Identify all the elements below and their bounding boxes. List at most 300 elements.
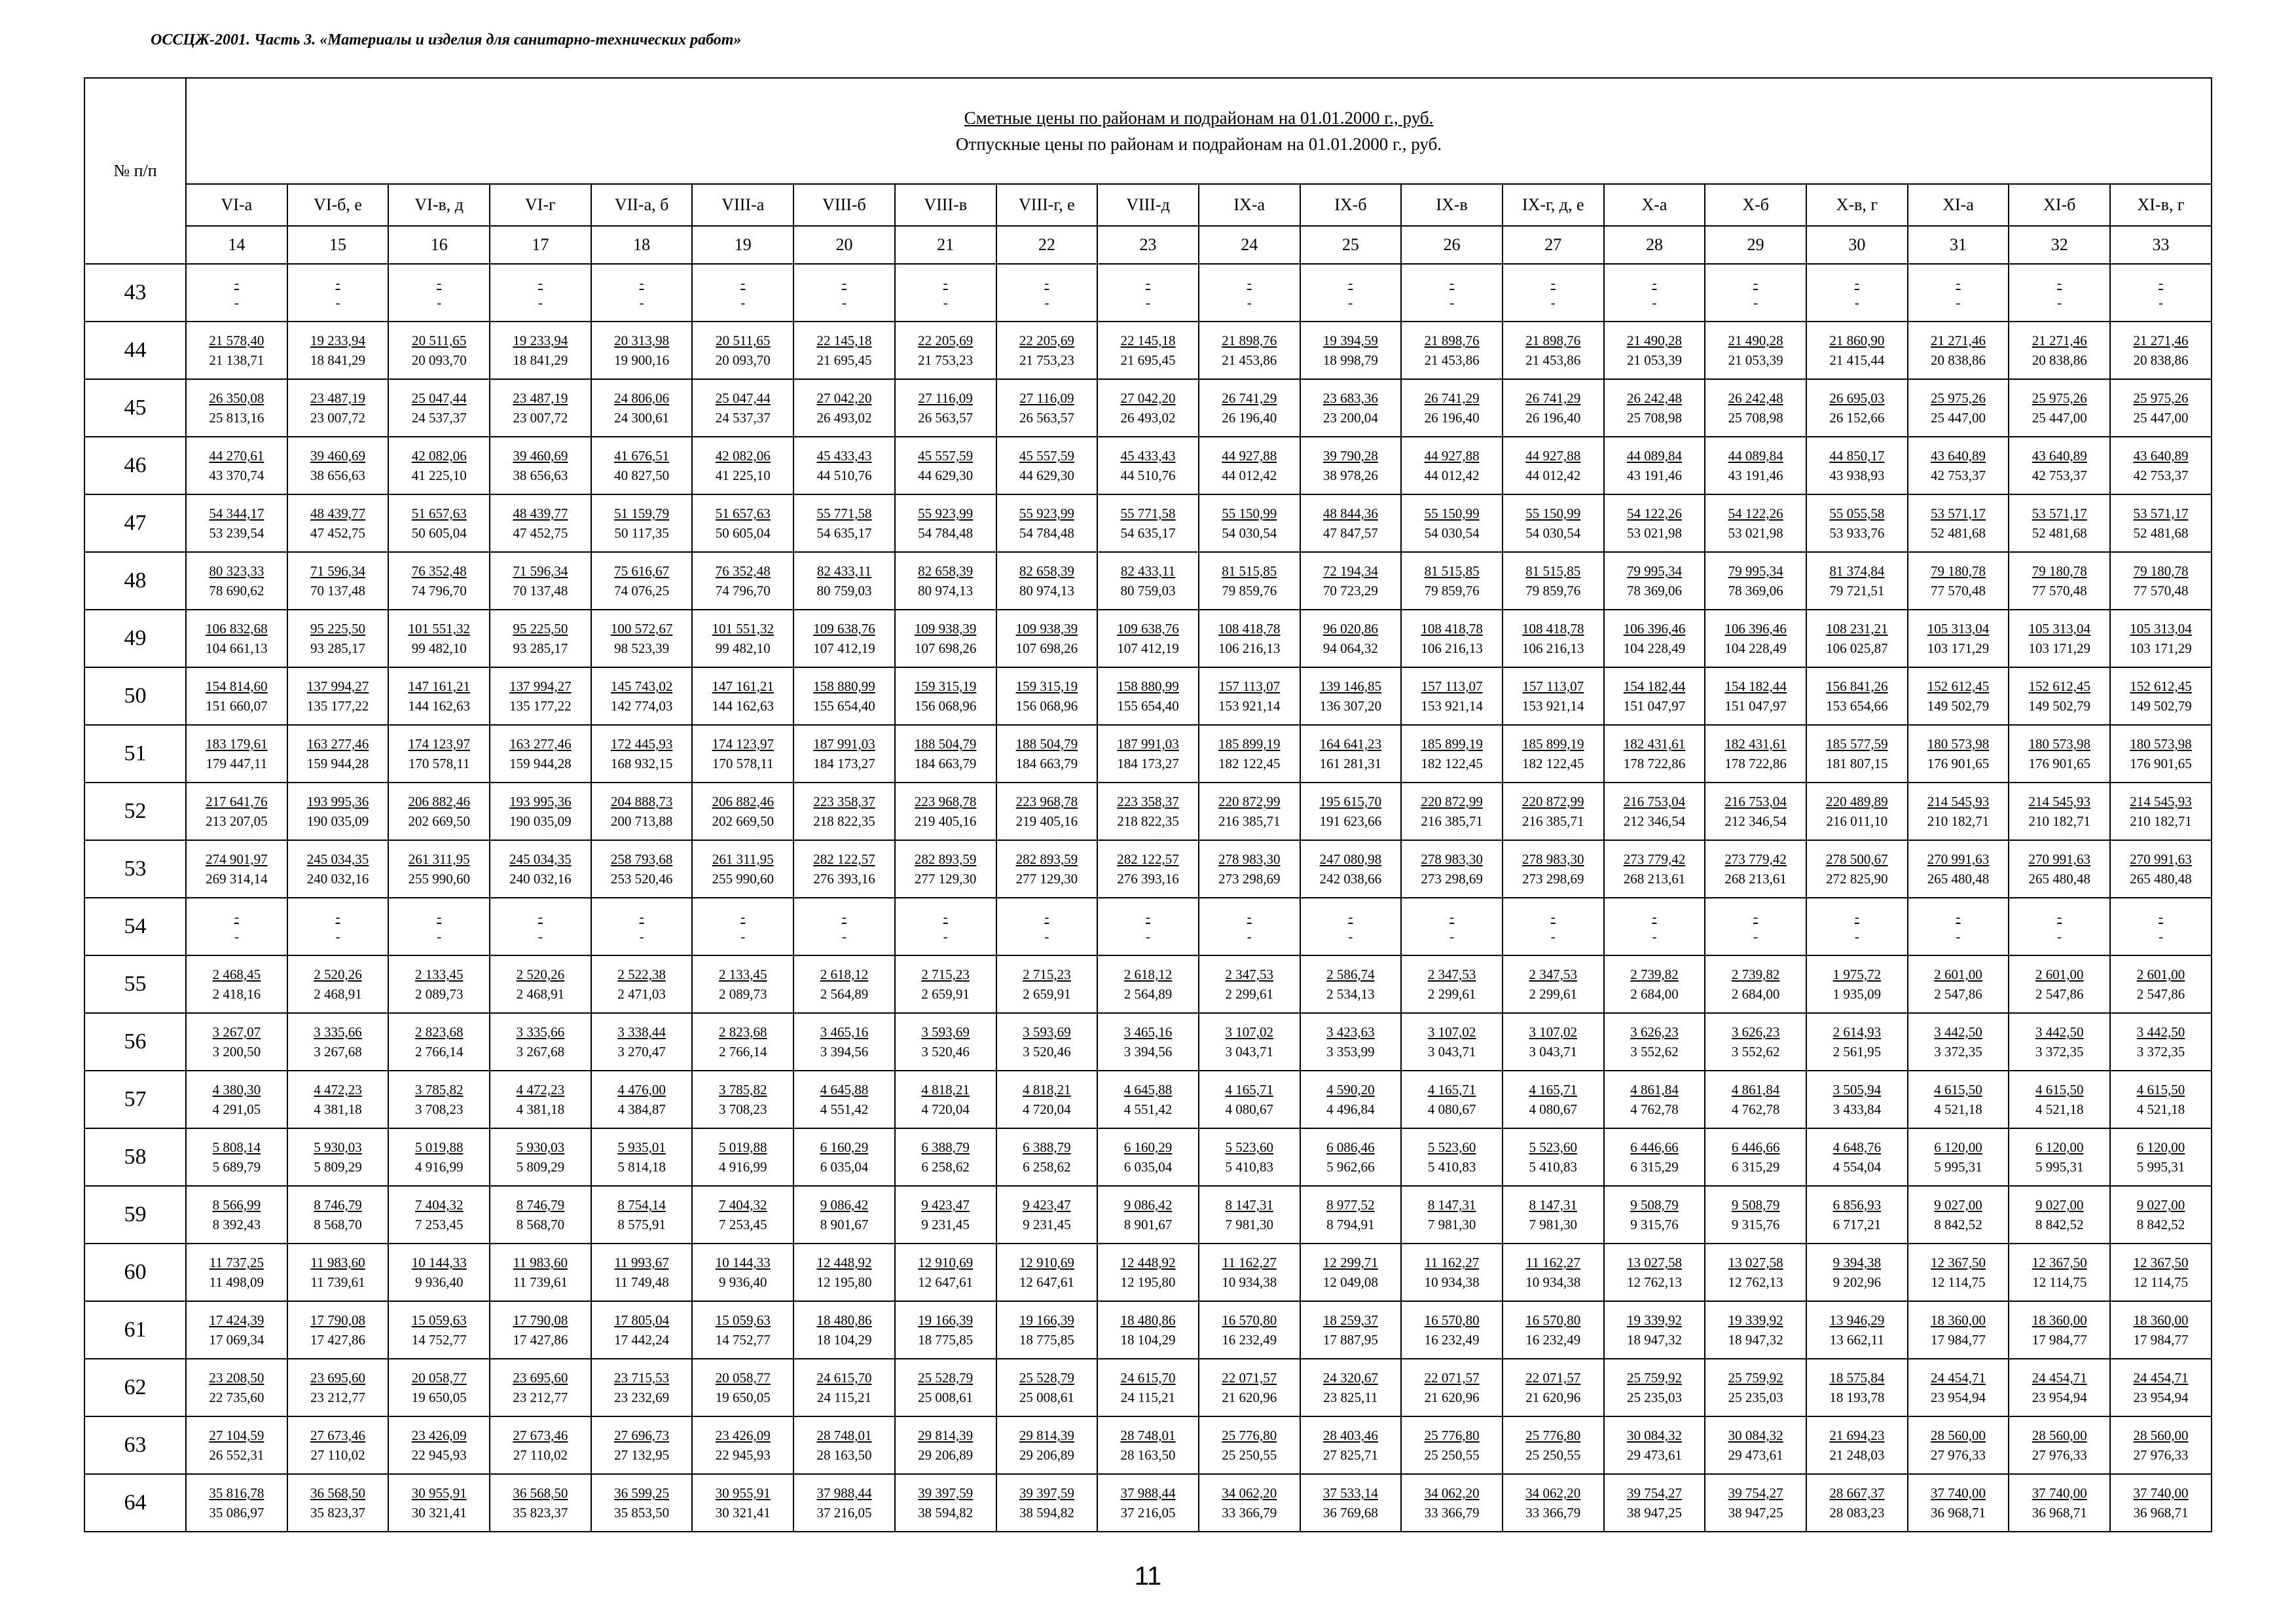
price-cell	[996, 898, 1098, 955]
estimate-price: 19 166,39	[918, 1312, 974, 1328]
release-price: 21 053,39	[1626, 352, 1682, 368]
price-cell	[186, 1359, 287, 1416]
release-price: 216 011,10	[1826, 813, 1888, 829]
release-price: 26 563,57	[1019, 410, 1074, 426]
release-price: 212 346,54	[1724, 813, 1787, 829]
estimate-price: -	[1146, 909, 1151, 925]
release-price: 182 122,45	[1522, 756, 1584, 771]
price-cell	[591, 1244, 693, 1301]
estimate-price: -	[538, 909, 543, 925]
release-price: 20 838,86	[2133, 352, 2189, 368]
release-price: 24 537,37	[411, 410, 467, 426]
release-price: 27 976,33	[2032, 1447, 2087, 1463]
estimate-price: 12 448,92	[1120, 1255, 1176, 1270]
estimate-price: 48 439,77	[513, 506, 568, 521]
price-cell	[490, 322, 591, 379]
price-cell	[287, 1244, 389, 1301]
price-cell	[1908, 1013, 2009, 1071]
price-cell	[996, 494, 1098, 552]
price-cell	[1705, 840, 1806, 898]
price-cell	[388, 1244, 490, 1301]
estimate-price: 22 145,18	[816, 333, 872, 348]
estimate-price: -	[335, 909, 340, 925]
column-number: 31	[1908, 226, 2009, 264]
price-cell	[186, 1128, 287, 1186]
release-price: 8 568,70	[314, 1217, 362, 1232]
estimate-price: 12 910,69	[918, 1255, 974, 1270]
price-cell	[287, 1186, 389, 1244]
estimate-price: 55 771,58	[816, 506, 872, 521]
price-cell	[895, 264, 996, 322]
estimate-price: 3 423,63	[1326, 1024, 1375, 1040]
estimate-price: 17 805,04	[614, 1312, 670, 1328]
release-price: 103 171,29	[2130, 640, 2192, 656]
release-price: 3 043,71	[1529, 1044, 1578, 1060]
estimate-price: 214 545,93	[1927, 794, 1990, 809]
release-price: 168 932,15	[610, 756, 673, 771]
price-cell	[1806, 1071, 1908, 1128]
estimate-price: 37 988,44	[1120, 1485, 1176, 1501]
release-price: 7 981,30	[1427, 1217, 1476, 1232]
price-cell	[1097, 437, 1199, 494]
estimate-price: 109 938,39	[1015, 621, 1078, 637]
price-cell	[388, 725, 490, 783]
estimate-price: 5 930,03	[516, 1139, 565, 1155]
release-price: 24 115,21	[1120, 1390, 1176, 1405]
release-price: 3 552,62	[1630, 1044, 1679, 1060]
estimate-price: 21 578,40	[209, 333, 264, 348]
title-line-estimate: Сметные цены по районам и подрайонам на 01.01.2000 г., руб.	[964, 108, 1434, 128]
estimate-price: 274 901,97	[206, 851, 268, 867]
row-number: 59	[84, 1186, 186, 1244]
price-cell	[692, 322, 793, 379]
estimate-price: 11 162,27	[1222, 1255, 1277, 1270]
row-number: 61	[84, 1301, 186, 1359]
price-cell	[2110, 955, 2212, 1013]
price-cell	[1097, 379, 1199, 437]
release-price: 107 412,19	[1117, 640, 1179, 656]
release-price: 78 690,62	[209, 583, 264, 599]
row-number: 48	[84, 552, 186, 610]
estimate-price: 3 465,16	[820, 1024, 869, 1040]
estimate-price: 105 313,04	[2028, 621, 2090, 637]
release-price: -	[2057, 929, 2062, 944]
estimate-price: -	[2159, 275, 2164, 291]
estimate-price: 5 808,14	[212, 1139, 261, 1155]
district-header: XI-б	[2009, 184, 2110, 226]
release-price: -	[234, 295, 239, 310]
release-price: 277 129,30	[1015, 871, 1078, 887]
release-price: -	[335, 295, 340, 310]
release-price: 5 995,31	[2136, 1159, 2185, 1175]
estimate-price: 36 568,50	[310, 1485, 366, 1501]
price-cell	[186, 898, 287, 955]
price-cell	[1908, 955, 2009, 1013]
release-price: 3 043,71	[1427, 1044, 1476, 1060]
release-price: 25 008,61	[918, 1390, 974, 1405]
price-cell	[287, 1416, 389, 1474]
column-number: 25	[1300, 226, 1402, 264]
table-row	[84, 783, 2212, 840]
release-price: 212 346,54	[1623, 813, 1686, 829]
release-price: 93 285,17	[513, 640, 568, 656]
estimate-price: 9 423,47	[1023, 1197, 1071, 1213]
release-price: 18 947,32	[1728, 1332, 1783, 1348]
estimate-price: 3 785,82	[414, 1082, 464, 1098]
estimate-price: 37 988,44	[816, 1485, 872, 1501]
release-price: 135 177,22	[306, 698, 369, 714]
estimate-price: -	[1044, 275, 1049, 291]
price-cell	[996, 1186, 1098, 1244]
release-price: 21 453,86	[1424, 352, 1480, 368]
price-cell	[186, 264, 287, 322]
estimate-price: 147 161,21	[408, 678, 470, 694]
release-price: 74 796,70	[411, 583, 467, 599]
price-cell	[1401, 379, 1503, 437]
price-cell	[1806, 1186, 1908, 1244]
estimate-price: 96 020,86	[1322, 621, 1378, 637]
estimate-price: 26 741,29	[1525, 390, 1581, 406]
release-price: -	[1449, 929, 1455, 944]
district-header: XI-а	[1908, 184, 2009, 226]
release-price: 35 086,97	[209, 1505, 264, 1521]
release-price: 14 752,77	[715, 1332, 771, 1348]
estimate-price: 25 776,80	[1525, 1428, 1581, 1443]
price-cell	[1401, 667, 1503, 725]
release-price: 10 934,38	[1525, 1274, 1581, 1290]
estimate-price: 95 225,50	[310, 621, 366, 637]
release-price: 273 298,69	[1421, 871, 1483, 887]
estimate-price: 28 748,01	[816, 1428, 872, 1443]
estimate-price: 79 180,78	[1931, 563, 1986, 579]
release-price: 20 838,86	[1931, 352, 1986, 368]
estimate-price: 30 955,91	[715, 1485, 771, 1501]
estimate-price: 206 882,46	[408, 794, 470, 809]
price-cell	[1604, 667, 1705, 725]
estimate-price: 195 615,70	[1319, 794, 1382, 809]
price-cell	[2110, 437, 2212, 494]
district-header: IX-г, д, е	[1503, 184, 1604, 226]
district-header: VII-а, б	[591, 184, 693, 226]
release-price: 28 163,50	[1120, 1447, 1176, 1463]
estimate-price: 106 832,68	[206, 621, 268, 637]
price-cell	[1705, 725, 1806, 783]
price-cell	[388, 898, 490, 955]
estimate-price: 25 975,26	[2032, 390, 2087, 406]
release-price: 44 012,42	[1222, 468, 1277, 483]
price-cell	[1908, 1186, 2009, 1244]
release-price: 156 068,96	[1015, 698, 1078, 714]
release-price: -	[1956, 295, 1961, 310]
estimate-price: 21 860,90	[1829, 333, 1885, 348]
price-cell	[591, 667, 693, 725]
price-cell	[388, 1013, 490, 1071]
row-number: 44	[84, 322, 186, 379]
release-price: 135 177,22	[509, 698, 572, 714]
price-cell	[490, 1359, 591, 1416]
estimate-price: 39 460,69	[513, 448, 568, 464]
price-cell	[1908, 1244, 2009, 1301]
price-cell	[1806, 955, 1908, 1013]
release-price: 18 775,85	[918, 1332, 974, 1348]
release-price: 18 841,29	[513, 352, 568, 368]
release-price: -	[538, 295, 543, 310]
estimate-price: 12 367,50	[2032, 1255, 2087, 1270]
estimate-price: 5 019,88	[719, 1139, 767, 1155]
release-price: 2 468,91	[314, 986, 362, 1002]
release-price: 2 299,61	[1225, 986, 1273, 1002]
release-price: 4 496,84	[1326, 1101, 1375, 1117]
release-price: 9 936,40	[719, 1274, 767, 1290]
price-cell	[1401, 1186, 1503, 1244]
table-title	[186, 78, 2212, 184]
price-cell	[1503, 610, 1604, 667]
estimate-price: 82 658,39	[918, 563, 974, 579]
price-cell	[490, 610, 591, 667]
estimate-price: 261 311,95	[408, 851, 470, 867]
price-cell	[388, 494, 490, 552]
price-cell	[1806, 667, 1908, 725]
estimate-price: 3 442,50	[1934, 1024, 1982, 1040]
estimate-price: 156 841,26	[1826, 678, 1888, 694]
table-row	[84, 379, 2212, 437]
price-cell	[1705, 1186, 1806, 1244]
estimate-price: -	[234, 909, 239, 925]
price-cell	[2009, 1474, 2110, 1532]
estimate-price: 20 511,65	[716, 333, 771, 348]
price-cell	[1097, 1359, 1199, 1416]
price-cell	[692, 1128, 793, 1186]
price-cell	[895, 1244, 996, 1301]
estimate-price: 4 615,50	[2035, 1082, 2084, 1098]
estimate-price: 35 816,78	[209, 1485, 264, 1501]
release-price: 7 981,30	[1529, 1217, 1578, 1232]
release-price: 3 200,50	[212, 1044, 261, 1060]
estimate-price: 261 311,95	[712, 851, 774, 867]
estimate-price: 82 433,11	[1120, 563, 1176, 579]
estimate-price: 108 418,78	[1522, 621, 1584, 637]
price-cell	[490, 1244, 591, 1301]
release-price: 12 114,75	[1931, 1274, 1986, 1290]
estimate-price: 51 159,79	[614, 506, 670, 521]
price-cell	[490, 264, 591, 322]
release-price: 5 410,83	[1427, 1159, 1476, 1175]
release-price: 182 122,45	[1218, 756, 1281, 771]
release-price: 8 901,67	[1123, 1217, 1173, 1232]
estimate-price: -	[1550, 909, 1556, 925]
estimate-price: 45 433,43	[1120, 448, 1176, 464]
release-price: 25 447,00	[2032, 410, 2087, 426]
price-cell	[1503, 783, 1604, 840]
release-price: 2 418,16	[212, 986, 261, 1002]
estimate-price: 6 388,79	[1023, 1139, 1071, 1155]
release-price: 106 216,13	[1218, 640, 1281, 656]
price-cell	[1705, 667, 1806, 725]
price-cell	[895, 437, 996, 494]
release-price: 38 594,82	[918, 1505, 974, 1521]
estimate-price: 55 923,99	[918, 506, 974, 521]
release-price: 3 520,46	[1023, 1044, 1071, 1060]
column-number: 22	[996, 226, 1098, 264]
estimate-price: 157 113,07	[1522, 678, 1584, 694]
estimate-price: 24 454,71	[2133, 1370, 2189, 1386]
price-cell	[1097, 322, 1199, 379]
estimate-price: 55 150,99	[1424, 506, 1480, 521]
price-cell	[1300, 1301, 1402, 1359]
estimate-price: 10 144,33	[715, 1255, 771, 1270]
release-price: 2 547,86	[1934, 986, 1982, 1002]
price-cell	[1199, 1071, 1300, 1128]
estimate-price: 13 027,58	[1626, 1255, 1682, 1270]
estimate-price: 270 991,63	[1927, 851, 1990, 867]
estimate-price: 163 277,46	[306, 736, 369, 752]
estimate-price: 182 431,61	[1623, 736, 1686, 752]
price-cell	[2110, 610, 2212, 667]
estimate-price: 245 034,35	[306, 851, 369, 867]
release-price: -	[538, 929, 543, 944]
release-price: 17 442,24	[614, 1332, 670, 1348]
row-number: 56	[84, 1013, 186, 1071]
release-price: 16 232,49	[1424, 1332, 1480, 1348]
release-price: 265 480,48	[2130, 871, 2192, 887]
price-cell	[996, 725, 1098, 783]
price-cell	[1604, 1244, 1705, 1301]
price-cell	[287, 494, 389, 552]
price-cell	[1503, 1186, 1604, 1244]
release-price: 2 547,86	[2136, 986, 2185, 1002]
column-number: 28	[1604, 226, 1705, 264]
estimate-price: 39 754,27	[1728, 1485, 1783, 1501]
table-row	[84, 955, 2212, 1013]
release-price: 3 372,35	[2136, 1044, 2185, 1060]
release-price: 27 110,02	[310, 1447, 365, 1463]
release-price: 219 405,16	[1015, 813, 1078, 829]
estimate-price: 18 360,00	[2032, 1312, 2087, 1328]
release-price: 218 822,35	[1117, 813, 1179, 829]
estimate-price: 27 104,59	[209, 1428, 264, 1443]
estimate-price: 3 267,07	[212, 1024, 261, 1040]
release-price: 21 053,39	[1728, 352, 1783, 368]
release-price: 5 410,83	[1529, 1159, 1578, 1175]
price-cell	[1300, 437, 1402, 494]
estimate-price: 39 397,59	[918, 1485, 974, 1501]
estimate-price: -	[943, 275, 948, 291]
price-cell	[2009, 379, 2110, 437]
price-cell	[388, 322, 490, 379]
price-cell	[1908, 667, 2009, 725]
price-cell	[1199, 494, 1300, 552]
release-price: 25 250,55	[1222, 1447, 1277, 1463]
release-price: 50 117,35	[614, 525, 669, 541]
estimate-price: 21 271,46	[1931, 333, 1986, 348]
release-price: 151 660,07	[206, 698, 268, 714]
price-cell	[287, 1301, 389, 1359]
price-cell	[1503, 494, 1604, 552]
release-price: 23 954,94	[1931, 1390, 1986, 1405]
estimate-price: 29 814,39	[918, 1428, 974, 1443]
row-number: 63	[84, 1416, 186, 1474]
estimate-price: 44 927,88	[1222, 448, 1277, 464]
price-cell	[591, 898, 693, 955]
district-header: VIII-а	[692, 184, 793, 226]
release-price: 153 921,14	[1421, 698, 1483, 714]
release-price: 2 534,13	[1326, 986, 1375, 1002]
price-cell	[793, 898, 895, 955]
release-price: 42 753,37	[2032, 468, 2087, 483]
release-price: 38 978,26	[1322, 468, 1378, 483]
price-cell	[793, 1244, 895, 1301]
estimate-price: 17 790,08	[513, 1312, 568, 1328]
estimate-price: 223 358,37	[813, 794, 875, 809]
estimate-price: 278 983,30	[1522, 851, 1584, 867]
price-cell	[996, 1474, 1098, 1532]
price-cell	[287, 1013, 389, 1071]
row-number: 64	[84, 1474, 186, 1532]
estimate-price: 270 991,63	[2130, 851, 2192, 867]
estimate-price: 4 472,23	[516, 1082, 565, 1098]
release-price: 12 049,08	[1322, 1274, 1378, 1290]
price-cell	[1401, 1071, 1503, 1128]
release-price: -	[1652, 929, 1657, 944]
price-cell	[388, 552, 490, 610]
estimate-price: -	[841, 275, 847, 291]
estimate-price: 19 166,39	[1019, 1312, 1074, 1328]
price-cell	[1705, 1301, 1806, 1359]
price-cell	[2009, 1416, 2110, 1474]
estimate-price: 6 120,00	[2035, 1139, 2084, 1155]
estimate-price: 105 313,04	[1927, 621, 1990, 637]
release-price: 191 623,66	[1319, 813, 1382, 829]
estimate-price: 2 739,82	[1731, 967, 1780, 982]
estimate-price: 21 490,28	[1728, 333, 1783, 348]
release-price: 276 393,16	[1117, 871, 1179, 887]
release-price: 210 182,71	[2028, 813, 2090, 829]
release-price: -	[1854, 295, 1859, 310]
release-price: 273 298,69	[1218, 871, 1281, 887]
release-price: 80 759,03	[816, 583, 872, 599]
estimate-price: -	[1652, 909, 1657, 925]
price-cell	[1604, 898, 1705, 955]
estimate-price: 172 445,93	[610, 736, 673, 752]
release-price: 21 620,96	[1525, 1390, 1581, 1405]
row-number: 51	[84, 725, 186, 783]
price-cell	[1908, 610, 2009, 667]
table-row	[84, 610, 2212, 667]
estimate-price: 3 593,69	[1023, 1024, 1071, 1040]
release-price: 47 452,75	[310, 525, 366, 541]
release-price: 2 299,61	[1427, 986, 1476, 1002]
release-price: 99 482,10	[715, 640, 771, 656]
release-price: 268 213,61	[1724, 871, 1787, 887]
release-price: 98 523,39	[614, 640, 670, 656]
price-cell	[692, 667, 793, 725]
estimate-price: 4 165,71	[1225, 1082, 1273, 1098]
estimate-price: 8 147,31	[1529, 1197, 1578, 1213]
release-price: 79 859,76	[1222, 583, 1277, 599]
estimate-price: 43 640,89	[2133, 448, 2189, 464]
price-cell	[1300, 1359, 1402, 1416]
column-number: 23	[1097, 226, 1199, 264]
price-cell	[1806, 783, 1908, 840]
release-price: 216 385,71	[1218, 813, 1281, 829]
estimate-price: 23 695,60	[310, 1370, 366, 1386]
estimate-price: 26 350,08	[209, 390, 264, 406]
price-cell	[591, 1416, 693, 1474]
release-price: 265 480,48	[1927, 871, 1990, 887]
price-cell	[1097, 1128, 1199, 1186]
estimate-price: 139 146,85	[1319, 678, 1382, 694]
release-price: 27 110,02	[513, 1447, 568, 1463]
